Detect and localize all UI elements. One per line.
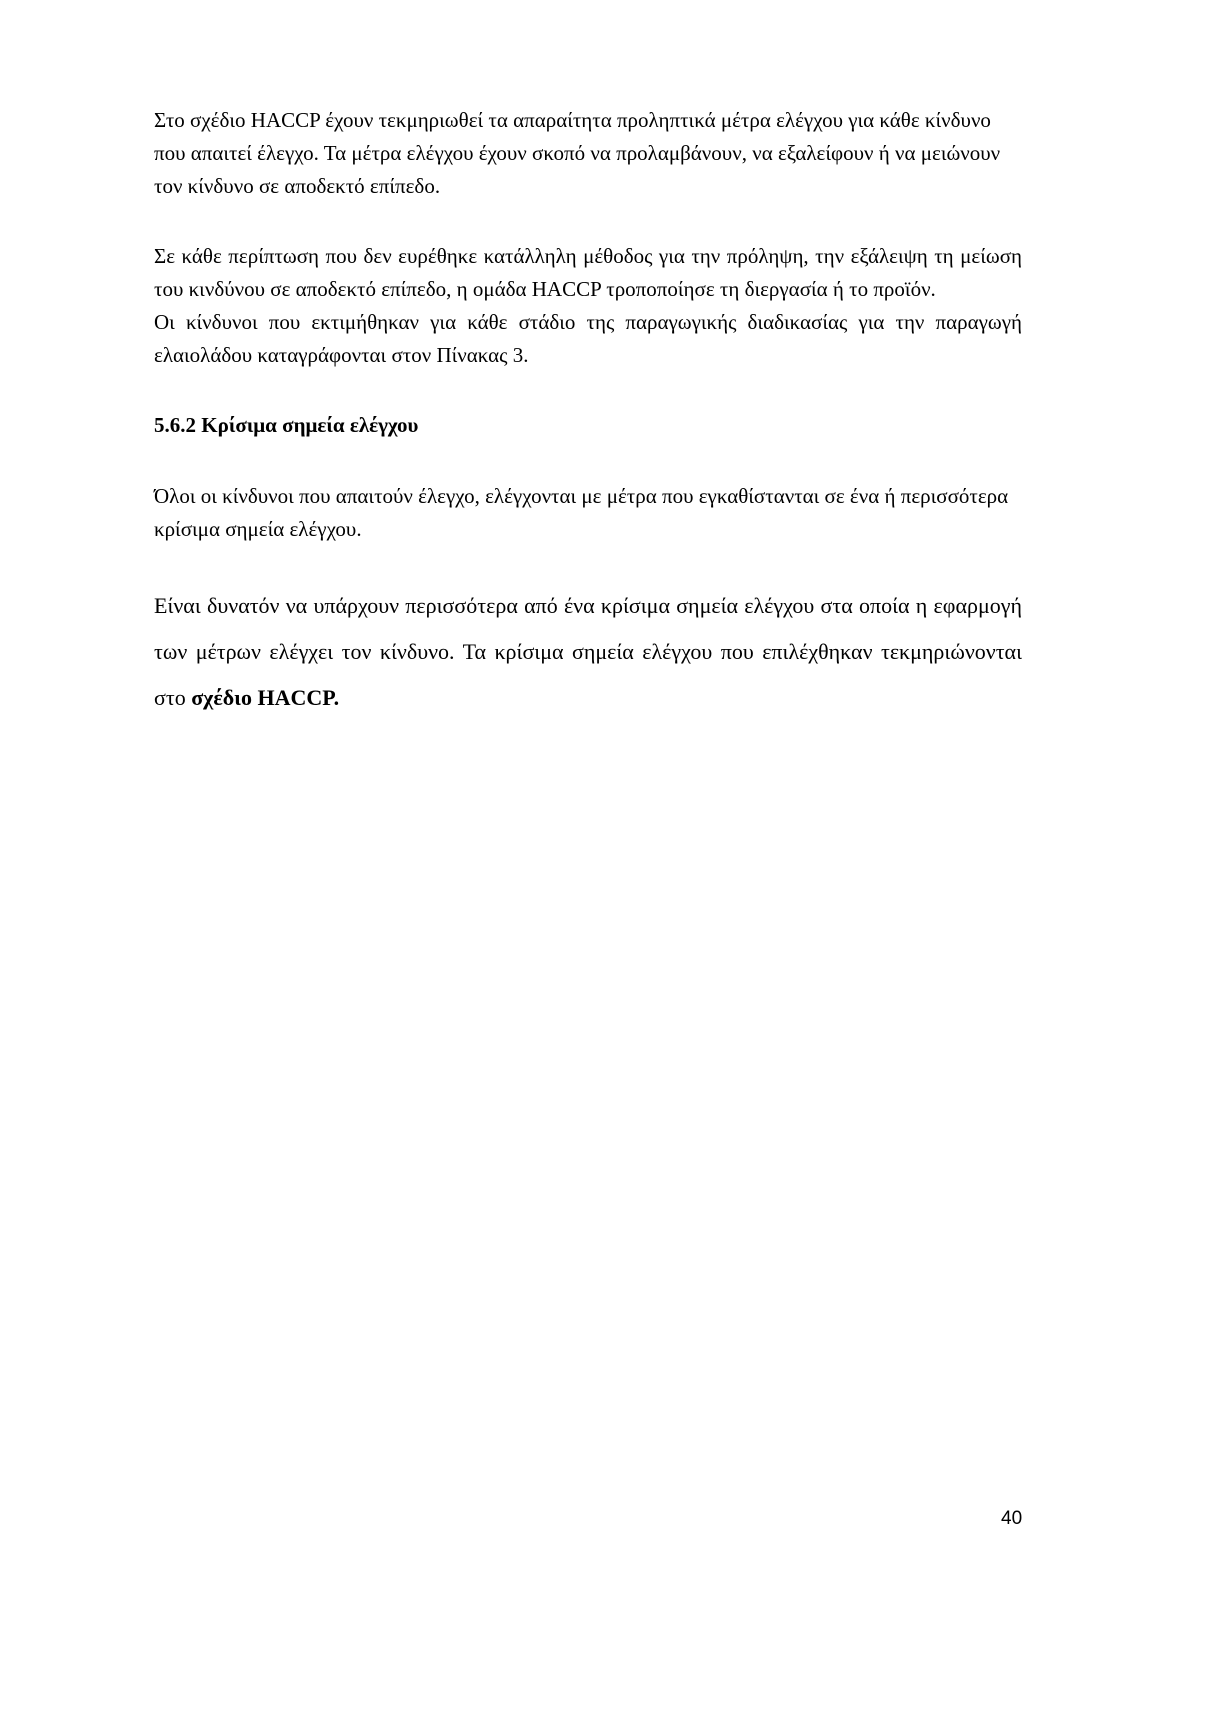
page-number: 40 <box>1001 1508 1023 1529</box>
paragraph-hazards-controlled: Όλοι οι κίνδυνοι που απαιτούν έλεγχο, ελέγχονται με μέτρα που εγκαθίστανται σε ένα ή περισσότερα κρίσιμα σημεία ελέγχου. <box>154 484 1009 541</box>
page-content <box>154 104 1022 721</box>
section-heading: 5.6.2 Κρίσιμα σημεία ελέγχου <box>154 413 419 437</box>
paragraph-haccp-preventive-measures: Στο σχέδιο HACCP έχουν τεκμηριωθεί τα απαραίτητα προληπτικά μέτρα ελέγχου για κάθε κίνδυνο που απαιτεί έλεγχο. Τα μέτρα ελέγχου έχουν σκοπό να προλαμβάνουν, να εξαλείφουν ή να μειώνουν τον κίνδυνο σε αποδεκτό επίπεδο. <box>154 108 1001 198</box>
paragraph-process-modification: Σε κάθε περίπτωση που δεν ευρέθηκε κατάλληλη μέθοδος για την πρόληψη, την εξάλειψη τη μείωση του κινδύνου σε αποδεκτό επίπεδο, η ομάδα HACCP τροποποίησε τη διεργασία ή το προϊόν. <box>154 244 1022 301</box>
haccp-plan-reference: σχέδιο HACCP. <box>191 685 340 710</box>
paragraph-critical-control-points <box>154 583 1022 721</box>
paragraph-ccp-text: Είναι δυνατόν να υπάρχουν περισσότερα από ένα κρίσιμα σημεία ελέγχου στα οποία η εφαρμογή των μέτρων ελέγχει τον κίνδυνο. Τα κρίσιμα σημεία ελέγχου που επιλέχθηκαν τεκμηριώνονται στο <box>154 593 1022 710</box>
paragraph-hazards-table-reference: Οι κίνδυνοι που εκτιμήθηκαν για κάθε στάδιο της παραγωγικής διαδικασίας για την παραγωγή ελαιολάδου καταγράφονται στον Πίνακας 3. <box>154 310 1022 367</box>
